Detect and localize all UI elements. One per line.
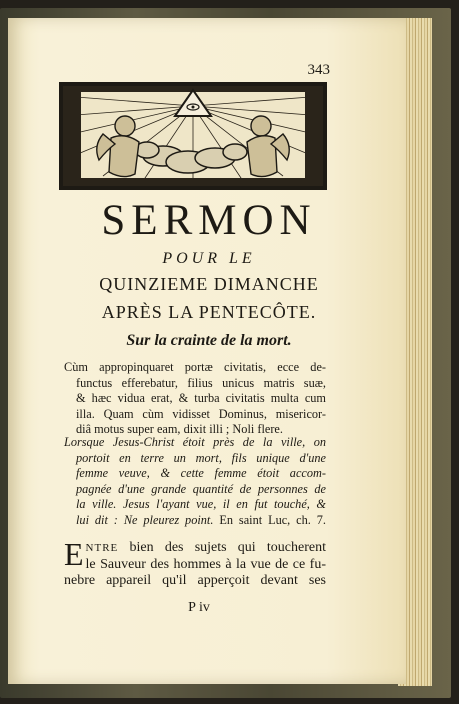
french-line: portoit en terre un mort, fils unique d'une <box>76 450 326 465</box>
french-line: la ville. Jesus l'ayant vue, il en fut touché, & <box>76 497 326 511</box>
latin-line: Cùm appropinquaret portæ civitatis, ecce de- <box>64 360 326 374</box>
french-line: femme veuve, & cette femme étoit accom- <box>76 466 326 480</box>
latin-line: illa. Quam cùm vidisset Dominus, misericor- <box>76 406 326 421</box>
latin-line: diâ motus super eam, dixit illi ; Noli flere. <box>76 422 283 436</box>
french-quote-end: lui dit : Ne pleurez point. <box>76 512 214 527</box>
small-caps-word: NTRE <box>85 542 119 554</box>
french-line: Lorsque Jesus-Christ étoit près de la ville, on <box>64 435 326 449</box>
book-page <box>8 18 406 684</box>
body-line-text: bien des sujets qui toucherent <box>129 540 326 555</box>
vignette-illustration <box>63 86 323 186</box>
drop-cap: E <box>64 536 84 572</box>
french-line: pagnée d'une grande quantité de personnes de <box>76 481 326 496</box>
latin-line: & hæc vidua erat, & turba civitatis multa cum <box>76 391 326 405</box>
body-line: le Sauveur des hommes à la vue de ce fu- <box>85 556 326 572</box>
french-translation <box>64 435 326 528</box>
signature-mark: P iv <box>188 600 210 615</box>
sermon-title: SERMON <box>101 197 317 244</box>
french-last-line <box>64 513 326 529</box>
sermon-body <box>64 536 326 590</box>
page-number: 343 <box>307 62 330 78</box>
latin-line: functus efferebatur, filius unicus matris suæ, <box>76 375 326 390</box>
body-line: nebre appareil qu'il apperçoit devant ses <box>64 573 326 588</box>
subtitle-pour-le: POUR LE <box>162 250 256 267</box>
engraved-vignette <box>59 82 327 190</box>
latin-scripture-passage <box>64 360 326 438</box>
subtitle-line-2: APRÈS LA PENTECÔTE. <box>101 302 317 322</box>
subtitle-line-1: QUINZIEME DIMANCHE <box>99 274 319 294</box>
scripture-reference: En saint Luc, ch. 7. <box>219 512 327 527</box>
sermon-subject: Sur la crainte de la mort. <box>126 332 292 349</box>
